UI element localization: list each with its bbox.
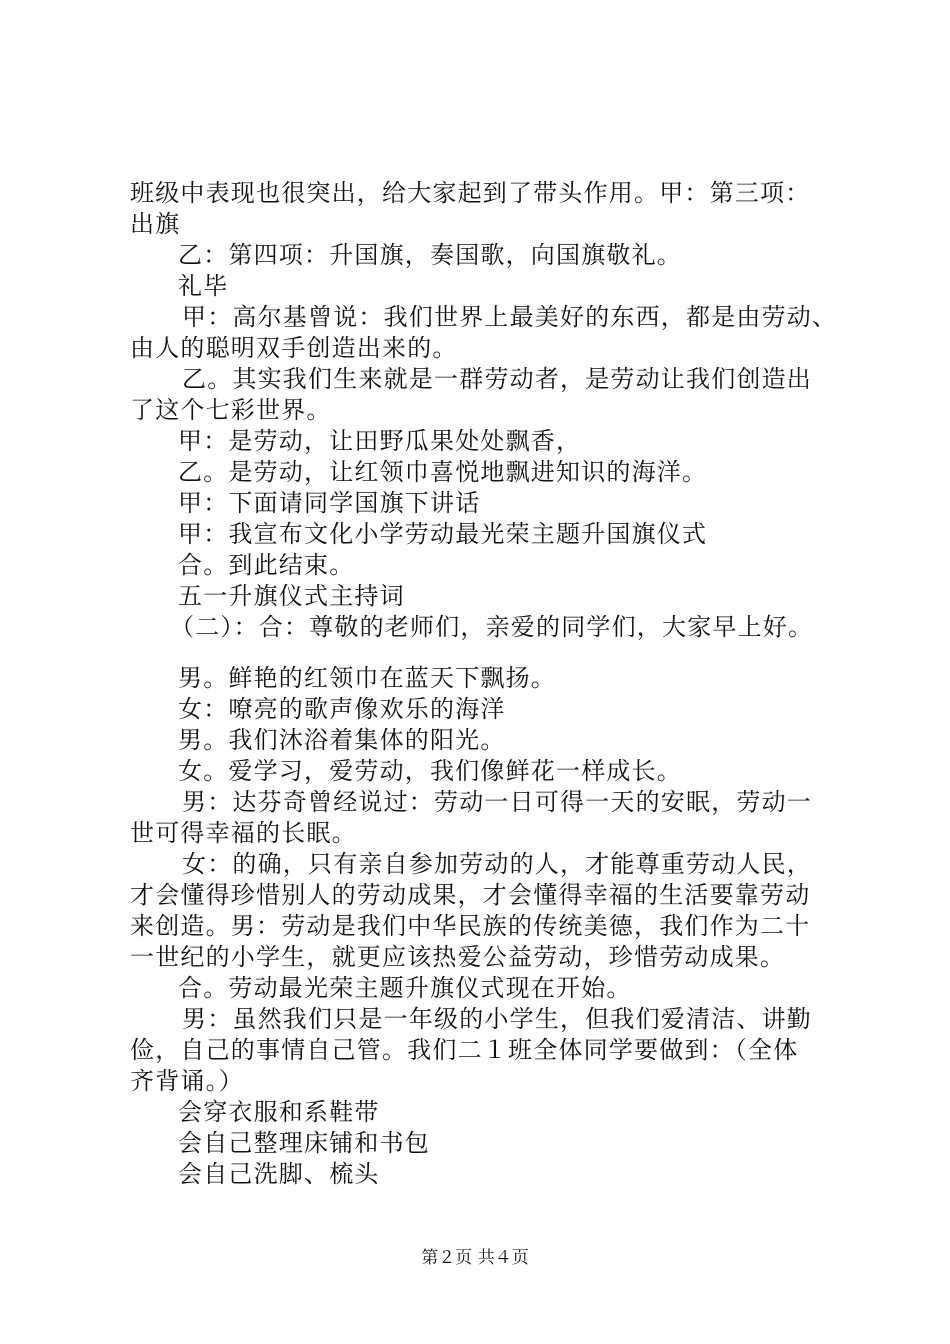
text-line: 礼毕: [178, 272, 229, 300]
text-line: 出旗: [130, 210, 181, 238]
document-body: [130, 178, 838, 1190]
text-line: 俭，自己的事情自己管。我们二１班全体同学要做到：（全体: [130, 1036, 799, 1064]
text-line: 乙。是劳动，让红领巾喜悦地飘进知识的海洋。: [178, 458, 708, 486]
text-line: 会穿衣服和系鞋带: [178, 1098, 380, 1126]
text-line: 甲：我宣布文化小学劳动最光荣主题升国旗仪式: [178, 520, 708, 548]
text-line: 班级中表现也很突出，给大家起到了带头作用。甲：第三项：: [130, 179, 811, 207]
text-line: 乙：第四项：升国旗，奏国歌，向国旗敬礼。: [178, 241, 682, 269]
text-line: 合。到此结束。: [178, 551, 355, 579]
text-line: 由人的聪明双手创造出来的。: [130, 334, 458, 362]
text-line: 会自己整理床铺和书包: [178, 1129, 430, 1157]
text-line: 乙。其实我们生来就是一群劳动者，是劳动让我们创造出: [182, 365, 812, 393]
text-line: 女：的确，只有亲自参加劳动的人，才能尊重劳动人民，: [182, 850, 812, 878]
text-line: 来创造。男：劳动是我们中华民族的传统美德，我们作为二十: [130, 912, 811, 940]
text-line: 男：虽然我们只是一年级的小学生，但我们爱清洁、讲勤: [182, 1005, 812, 1033]
text-line: 男。鲜艳的红领巾在蓝天下飘扬。: [178, 664, 556, 692]
paragraph-gap: [130, 643, 830, 663]
text-line: 男：达芬奇曾经说过：劳动一日可得一天的安眠，劳动一: [182, 788, 812, 816]
page-footer: 第２页 共４页: [421, 1248, 529, 1268]
text-line: 了这个七彩世界。: [130, 396, 332, 424]
text-line: 世可得幸福的长眠。: [130, 819, 357, 847]
text-line: 一世纪的小学生，就更应该热爱公益劳动，珍惜劳动成果。: [130, 943, 786, 971]
text-line: 男。我们沐浴着集体的阳光。: [178, 726, 506, 754]
text-line: 女：嘹亮的歌声像欢乐的海洋: [178, 695, 506, 723]
text-line: 五一升旗仪式主持词: [178, 582, 405, 610]
text-line: 齐背诵。）: [130, 1067, 244, 1095]
text-line: 才会懂得珍惜别人的劳动成果，才会懂得幸福的生活要靠劳动: [130, 881, 811, 909]
text-line: 甲：高尔基曾说：我们世界上最美好的东西，都是由劳动、: [182, 303, 838, 331]
text-line: 甲：下面请同学国旗下讲话: [178, 489, 481, 517]
text-line: 合。劳动最光荣主题升旗仪式现在开始。: [178, 974, 632, 1002]
text-line: 女。爱学习，爱劳动，我们像鲜花一样成长。: [178, 757, 682, 785]
text-line: 甲：是劳动，让田野瓜果处处飘香，: [178, 427, 582, 455]
text-line: （二）：合：尊敬的老师们，亲爱的同学们，大家早上好。: [170, 613, 814, 641]
text-line: 会自己洗脚、梳头: [178, 1160, 380, 1188]
